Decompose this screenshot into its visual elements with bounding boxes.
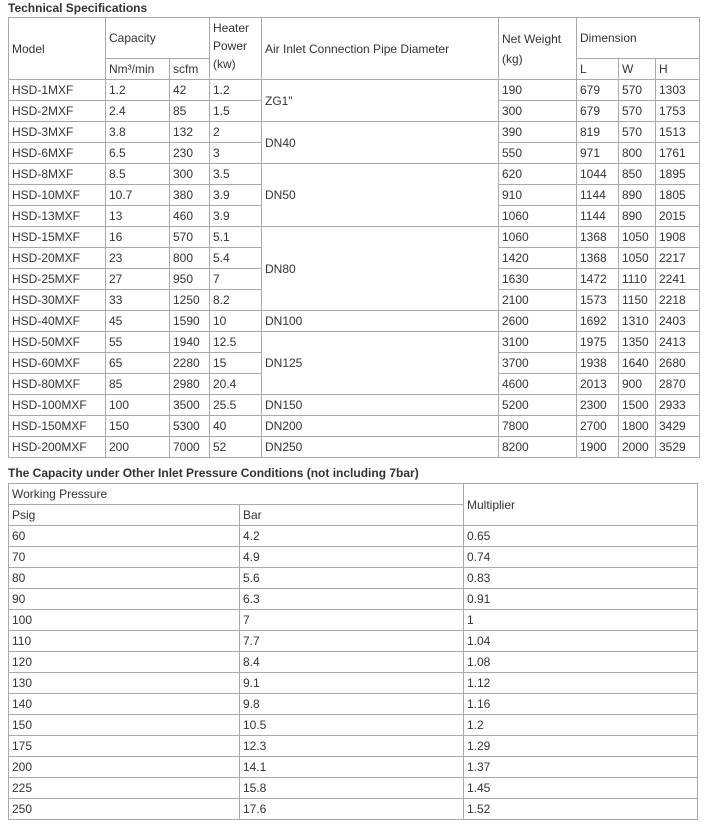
cell-dim-w: 1150 bbox=[619, 290, 656, 311]
cell-psig: 150 bbox=[9, 715, 240, 736]
cell-dim-h: 2413 bbox=[656, 332, 700, 353]
pressure-row bbox=[9, 694, 698, 715]
cell-net-weight: 3700 bbox=[499, 353, 577, 374]
cell-dim-h: 2680 bbox=[656, 353, 700, 374]
cell-scfm: 570 bbox=[170, 227, 210, 248]
cell-heater-kw: 1.5 bbox=[210, 101, 262, 122]
cell-nm3-min: 100 bbox=[106, 395, 170, 416]
cell-model: HSD-25MXF bbox=[9, 269, 106, 290]
cell-scfm: 2980 bbox=[170, 374, 210, 395]
cell-bar: 9.8 bbox=[240, 694, 464, 715]
cell-bar: 5.6 bbox=[240, 568, 464, 589]
cell-psig: 90 bbox=[9, 589, 240, 610]
pressure-row bbox=[9, 757, 698, 778]
cell-net-weight: 1630 bbox=[499, 269, 577, 290]
header-net-weight: Net Weight (kg) bbox=[499, 18, 577, 80]
cell-dim-h: 2933 bbox=[656, 395, 700, 416]
cell-model: HSD-20MXF bbox=[9, 248, 106, 269]
pressure-row bbox=[9, 547, 698, 568]
pressure-row bbox=[9, 652, 698, 673]
cell-model: HSD-8MXF bbox=[9, 164, 106, 185]
spec-row bbox=[9, 416, 700, 437]
cell-dim-l: 1368 bbox=[577, 248, 619, 269]
cell-psig: 250 bbox=[9, 799, 240, 820]
cell-dim-h: 1805 bbox=[656, 185, 700, 206]
cell-dim-l: 679 bbox=[577, 80, 619, 101]
cell-heater-kw: 52 bbox=[210, 437, 262, 458]
cell-model: HSD-30MXF bbox=[9, 290, 106, 311]
cell-dim-h: 1908 bbox=[656, 227, 700, 248]
cell-dim-w: 2000 bbox=[619, 437, 656, 458]
cell-net-weight: 1060 bbox=[499, 206, 577, 227]
cell-nm3-min: 16 bbox=[106, 227, 170, 248]
cell-nm3-min: 8.5 bbox=[106, 164, 170, 185]
cell-model: HSD-13MXF bbox=[9, 206, 106, 227]
cell-dim-l: 2013 bbox=[577, 374, 619, 395]
cell-nm3-min: 55 bbox=[106, 332, 170, 353]
cell-multiplier: 1.04 bbox=[464, 631, 698, 652]
cell-scfm: 42 bbox=[170, 80, 210, 101]
cell-dim-w: 1110 bbox=[619, 269, 656, 290]
cell-nm3-min: 33 bbox=[106, 290, 170, 311]
cell-dim-l: 1975 bbox=[577, 332, 619, 353]
cell-dim-w: 1050 bbox=[619, 248, 656, 269]
pressure-row bbox=[9, 526, 698, 547]
cell-net-weight: 2100 bbox=[499, 290, 577, 311]
cell-scfm: 800 bbox=[170, 248, 210, 269]
cell-dim-l: 2300 bbox=[577, 395, 619, 416]
cell-dim-l: 1938 bbox=[577, 353, 619, 374]
cell-scfm: 950 bbox=[170, 269, 210, 290]
cell-psig: 200 bbox=[9, 757, 240, 778]
cell-multiplier: 1.52 bbox=[464, 799, 698, 820]
spec-row bbox=[9, 437, 700, 458]
cell-scfm: 460 bbox=[170, 206, 210, 227]
pressure-row bbox=[9, 778, 698, 799]
cell-nm3-min: 13 bbox=[106, 206, 170, 227]
cell-nm3-min: 10.7 bbox=[106, 185, 170, 206]
cell-dim-l: 2700 bbox=[577, 416, 619, 437]
cell-heater-kw: 5.1 bbox=[210, 227, 262, 248]
cell-air-inlet: DN50 bbox=[262, 164, 499, 227]
cell-scfm: 230 bbox=[170, 143, 210, 164]
cell-bar: 8.4 bbox=[240, 652, 464, 673]
spec-row bbox=[9, 395, 700, 416]
cell-psig: 80 bbox=[9, 568, 240, 589]
cell-bar: 17.6 bbox=[240, 799, 464, 820]
header-model: Model bbox=[9, 18, 106, 80]
cell-heater-kw: 7 bbox=[210, 269, 262, 290]
cell-heater-kw: 8.2 bbox=[210, 290, 262, 311]
cell-dim-w: 1050 bbox=[619, 227, 656, 248]
cell-dim-h: 3529 bbox=[656, 437, 700, 458]
cell-dim-l: 1472 bbox=[577, 269, 619, 290]
cell-heater-kw: 1.2 bbox=[210, 80, 262, 101]
cell-psig: 130 bbox=[9, 673, 240, 694]
cell-model: HSD-150MXF bbox=[9, 416, 106, 437]
cell-dim-h: 3429 bbox=[656, 416, 700, 437]
header-capacity: Capacity bbox=[106, 18, 210, 59]
cell-multiplier: 1 bbox=[464, 610, 698, 631]
cell-dim-w: 850 bbox=[619, 164, 656, 185]
spec-row bbox=[9, 80, 700, 101]
cell-bar: 14.1 bbox=[240, 757, 464, 778]
cell-multiplier: 0.91 bbox=[464, 589, 698, 610]
cell-scfm: 7000 bbox=[170, 437, 210, 458]
cell-dim-w: 570 bbox=[619, 122, 656, 143]
cell-net-weight: 3100 bbox=[499, 332, 577, 353]
pressure-table-body bbox=[9, 526, 698, 820]
spec-title: Technical Specifications bbox=[8, 1, 148, 15]
cell-nm3-min: 2.4 bbox=[106, 101, 170, 122]
pressure-table bbox=[8, 483, 698, 820]
cell-scfm: 132 bbox=[170, 122, 210, 143]
cell-bar: 6.3 bbox=[240, 589, 464, 610]
header-scfm: scfm bbox=[170, 58, 210, 79]
cell-multiplier: 1.08 bbox=[464, 652, 698, 673]
cell-multiplier: 0.74 bbox=[464, 547, 698, 568]
cell-multiplier: 0.65 bbox=[464, 526, 698, 547]
cell-nm3-min: 65 bbox=[106, 353, 170, 374]
cell-nm3-min: 3.8 bbox=[106, 122, 170, 143]
cell-scfm: 5300 bbox=[170, 416, 210, 437]
cell-dim-w: 570 bbox=[619, 80, 656, 101]
cell-air-inlet: DN200 bbox=[262, 416, 499, 437]
cell-net-weight: 300 bbox=[499, 101, 577, 122]
cell-scfm: 300 bbox=[170, 164, 210, 185]
cell-heater-kw: 3.9 bbox=[210, 185, 262, 206]
cell-dim-w: 1500 bbox=[619, 395, 656, 416]
cell-dim-h: 1761 bbox=[656, 143, 700, 164]
cell-multiplier: 1.37 bbox=[464, 757, 698, 778]
cell-multiplier: 1.12 bbox=[464, 673, 698, 694]
spec-table-body bbox=[9, 80, 700, 458]
cell-dim-h: 2218 bbox=[656, 290, 700, 311]
cell-scfm: 3500 bbox=[170, 395, 210, 416]
pressure-row bbox=[9, 799, 698, 820]
spec-row bbox=[9, 227, 700, 248]
cell-multiplier: 1.29 bbox=[464, 736, 698, 757]
cell-scfm: 380 bbox=[170, 185, 210, 206]
cell-net-weight: 910 bbox=[499, 185, 577, 206]
cell-dim-h: 1895 bbox=[656, 164, 700, 185]
cell-nm3-min: 45 bbox=[106, 311, 170, 332]
cell-bar: 10.5 bbox=[240, 715, 464, 736]
header-dimension: Dimension bbox=[577, 18, 700, 59]
cell-model: HSD-15MXF bbox=[9, 227, 106, 248]
pressure-row bbox=[9, 673, 698, 694]
cell-dim-l: 1044 bbox=[577, 164, 619, 185]
cell-net-weight: 4600 bbox=[499, 374, 577, 395]
cell-air-inlet: ZG1" bbox=[262, 80, 499, 122]
cell-net-weight: 2600 bbox=[499, 311, 577, 332]
cell-heater-kw: 20.4 bbox=[210, 374, 262, 395]
cell-model: HSD-200MXF bbox=[9, 437, 106, 458]
cell-scfm: 1590 bbox=[170, 311, 210, 332]
cell-net-weight: 7800 bbox=[499, 416, 577, 437]
cell-dim-h: 2403 bbox=[656, 311, 700, 332]
cell-air-inlet: DN125 bbox=[262, 332, 499, 395]
cell-net-weight: 620 bbox=[499, 164, 577, 185]
cell-dim-l: 971 bbox=[577, 143, 619, 164]
pressure-row bbox=[9, 736, 698, 757]
cell-model: HSD-2MXF bbox=[9, 101, 106, 122]
cell-air-inlet: DN100 bbox=[262, 311, 499, 332]
pressure-row bbox=[9, 568, 698, 589]
cell-nm3-min: 6.5 bbox=[106, 143, 170, 164]
cell-dim-w: 900 bbox=[619, 374, 656, 395]
cell-net-weight: 1060 bbox=[499, 227, 577, 248]
cell-net-weight: 190 bbox=[499, 80, 577, 101]
cell-dim-l: 1900 bbox=[577, 437, 619, 458]
cell-dim-l: 1573 bbox=[577, 290, 619, 311]
cell-model: HSD-50MXF bbox=[9, 332, 106, 353]
cell-nm3-min: 1.2 bbox=[106, 80, 170, 101]
cell-dim-w: 1640 bbox=[619, 353, 656, 374]
cell-dim-w: 890 bbox=[619, 206, 656, 227]
header-heater-power: Heater Power (kw) bbox=[210, 18, 262, 80]
header-working-pressure: Working Pressure bbox=[9, 484, 464, 505]
cell-dim-h: 2015 bbox=[656, 206, 700, 227]
cell-net-weight: 1420 bbox=[499, 248, 577, 269]
cell-psig: 70 bbox=[9, 547, 240, 568]
cell-heater-kw: 40 bbox=[210, 416, 262, 437]
cell-scfm: 2280 bbox=[170, 353, 210, 374]
header-dim-h: H bbox=[656, 58, 700, 79]
cell-air-inlet: DN80 bbox=[262, 227, 499, 311]
pressure-title: The Capacity under Other Inlet Pressure Conditions (not including 7bar) bbox=[8, 466, 419, 480]
cell-heater-kw: 5.4 bbox=[210, 248, 262, 269]
spec-table bbox=[8, 17, 700, 458]
cell-dim-h: 1513 bbox=[656, 122, 700, 143]
cell-heater-kw: 3.5 bbox=[210, 164, 262, 185]
pressure-row bbox=[9, 589, 698, 610]
cell-dim-l: 1144 bbox=[577, 206, 619, 227]
cell-psig: 100 bbox=[9, 610, 240, 631]
spec-row bbox=[9, 164, 700, 185]
cell-dim-w: 800 bbox=[619, 143, 656, 164]
spec-row bbox=[9, 311, 700, 332]
cell-dim-h: 1303 bbox=[656, 80, 700, 101]
cell-dim-w: 570 bbox=[619, 101, 656, 122]
cell-scfm: 1940 bbox=[170, 332, 210, 353]
cell-dim-w: 1310 bbox=[619, 311, 656, 332]
cell-net-weight: 390 bbox=[499, 122, 577, 143]
cell-nm3-min: 200 bbox=[106, 437, 170, 458]
pressure-row bbox=[9, 715, 698, 736]
cell-model: HSD-1MXF bbox=[9, 80, 106, 101]
cell-dim-w: 1800 bbox=[619, 416, 656, 437]
cell-scfm: 1250 bbox=[170, 290, 210, 311]
cell-bar: 7 bbox=[240, 610, 464, 631]
cell-nm3-min: 85 bbox=[106, 374, 170, 395]
pressure-row bbox=[9, 631, 698, 652]
cell-heater-kw: 3 bbox=[210, 143, 262, 164]
cell-model: HSD-6MXF bbox=[9, 143, 106, 164]
cell-dim-w: 1350 bbox=[619, 332, 656, 353]
cell-heater-kw: 12.5 bbox=[210, 332, 262, 353]
cell-model: HSD-3MXF bbox=[9, 122, 106, 143]
cell-bar: 12.3 bbox=[240, 736, 464, 757]
cell-heater-kw: 10 bbox=[210, 311, 262, 332]
cell-multiplier: 1.2 bbox=[464, 715, 698, 736]
cell-dim-h: 2870 bbox=[656, 374, 700, 395]
cell-air-inlet: DN40 bbox=[262, 122, 499, 164]
header-psig: Psig bbox=[9, 505, 240, 526]
cell-bar: 4.2 bbox=[240, 526, 464, 547]
header-dim-l: L bbox=[577, 58, 619, 79]
header-nm3-min: Nm³/min bbox=[106, 58, 170, 79]
header-bar: Bar bbox=[240, 505, 464, 526]
cell-dim-w: 890 bbox=[619, 185, 656, 206]
cell-bar: 7.7 bbox=[240, 631, 464, 652]
cell-psig: 175 bbox=[9, 736, 240, 757]
header-dim-w: W bbox=[619, 58, 656, 79]
cell-air-inlet: DN150 bbox=[262, 395, 499, 416]
cell-dim-h: 2241 bbox=[656, 269, 700, 290]
cell-bar: 9.1 bbox=[240, 673, 464, 694]
cell-net-weight: 5200 bbox=[499, 395, 577, 416]
cell-dim-l: 1368 bbox=[577, 227, 619, 248]
spec-row bbox=[9, 332, 700, 353]
cell-multiplier: 1.45 bbox=[464, 778, 698, 799]
header-air-inlet: Air Inlet Connection Pipe Diameter bbox=[262, 18, 499, 80]
cell-psig: 60 bbox=[9, 526, 240, 547]
cell-heater-kw: 15 bbox=[210, 353, 262, 374]
cell-heater-kw: 3.9 bbox=[210, 206, 262, 227]
cell-air-inlet: DN250 bbox=[262, 437, 499, 458]
cell-model: HSD-100MXF bbox=[9, 395, 106, 416]
pressure-row bbox=[9, 610, 698, 631]
cell-scfm: 85 bbox=[170, 101, 210, 122]
cell-heater-kw: 25.5 bbox=[210, 395, 262, 416]
cell-psig: 110 bbox=[9, 631, 240, 652]
cell-dim-l: 1692 bbox=[577, 311, 619, 332]
cell-model: HSD-10MXF bbox=[9, 185, 106, 206]
cell-model: HSD-80MXF bbox=[9, 374, 106, 395]
cell-nm3-min: 150 bbox=[106, 416, 170, 437]
cell-net-weight: 550 bbox=[499, 143, 577, 164]
header-multiplier: Multiplier bbox=[464, 484, 698, 526]
cell-bar: 15.8 bbox=[240, 778, 464, 799]
cell-model: HSD-40MXF bbox=[9, 311, 106, 332]
cell-multiplier: 0.83 bbox=[464, 568, 698, 589]
cell-psig: 120 bbox=[9, 652, 240, 673]
cell-dim-h: 2217 bbox=[656, 248, 700, 269]
cell-bar: 4.9 bbox=[240, 547, 464, 568]
cell-dim-l: 679 bbox=[577, 101, 619, 122]
cell-heater-kw: 2 bbox=[210, 122, 262, 143]
cell-model: HSD-60MXF bbox=[9, 353, 106, 374]
cell-psig: 140 bbox=[9, 694, 240, 715]
cell-dim-h: 1753 bbox=[656, 101, 700, 122]
spec-row bbox=[9, 122, 700, 143]
cell-net-weight: 8200 bbox=[499, 437, 577, 458]
cell-nm3-min: 23 bbox=[106, 248, 170, 269]
cell-dim-l: 819 bbox=[577, 122, 619, 143]
cell-psig: 225 bbox=[9, 778, 240, 799]
cell-multiplier: 1.16 bbox=[464, 694, 698, 715]
cell-nm3-min: 27 bbox=[106, 269, 170, 290]
cell-dim-l: 1144 bbox=[577, 185, 619, 206]
